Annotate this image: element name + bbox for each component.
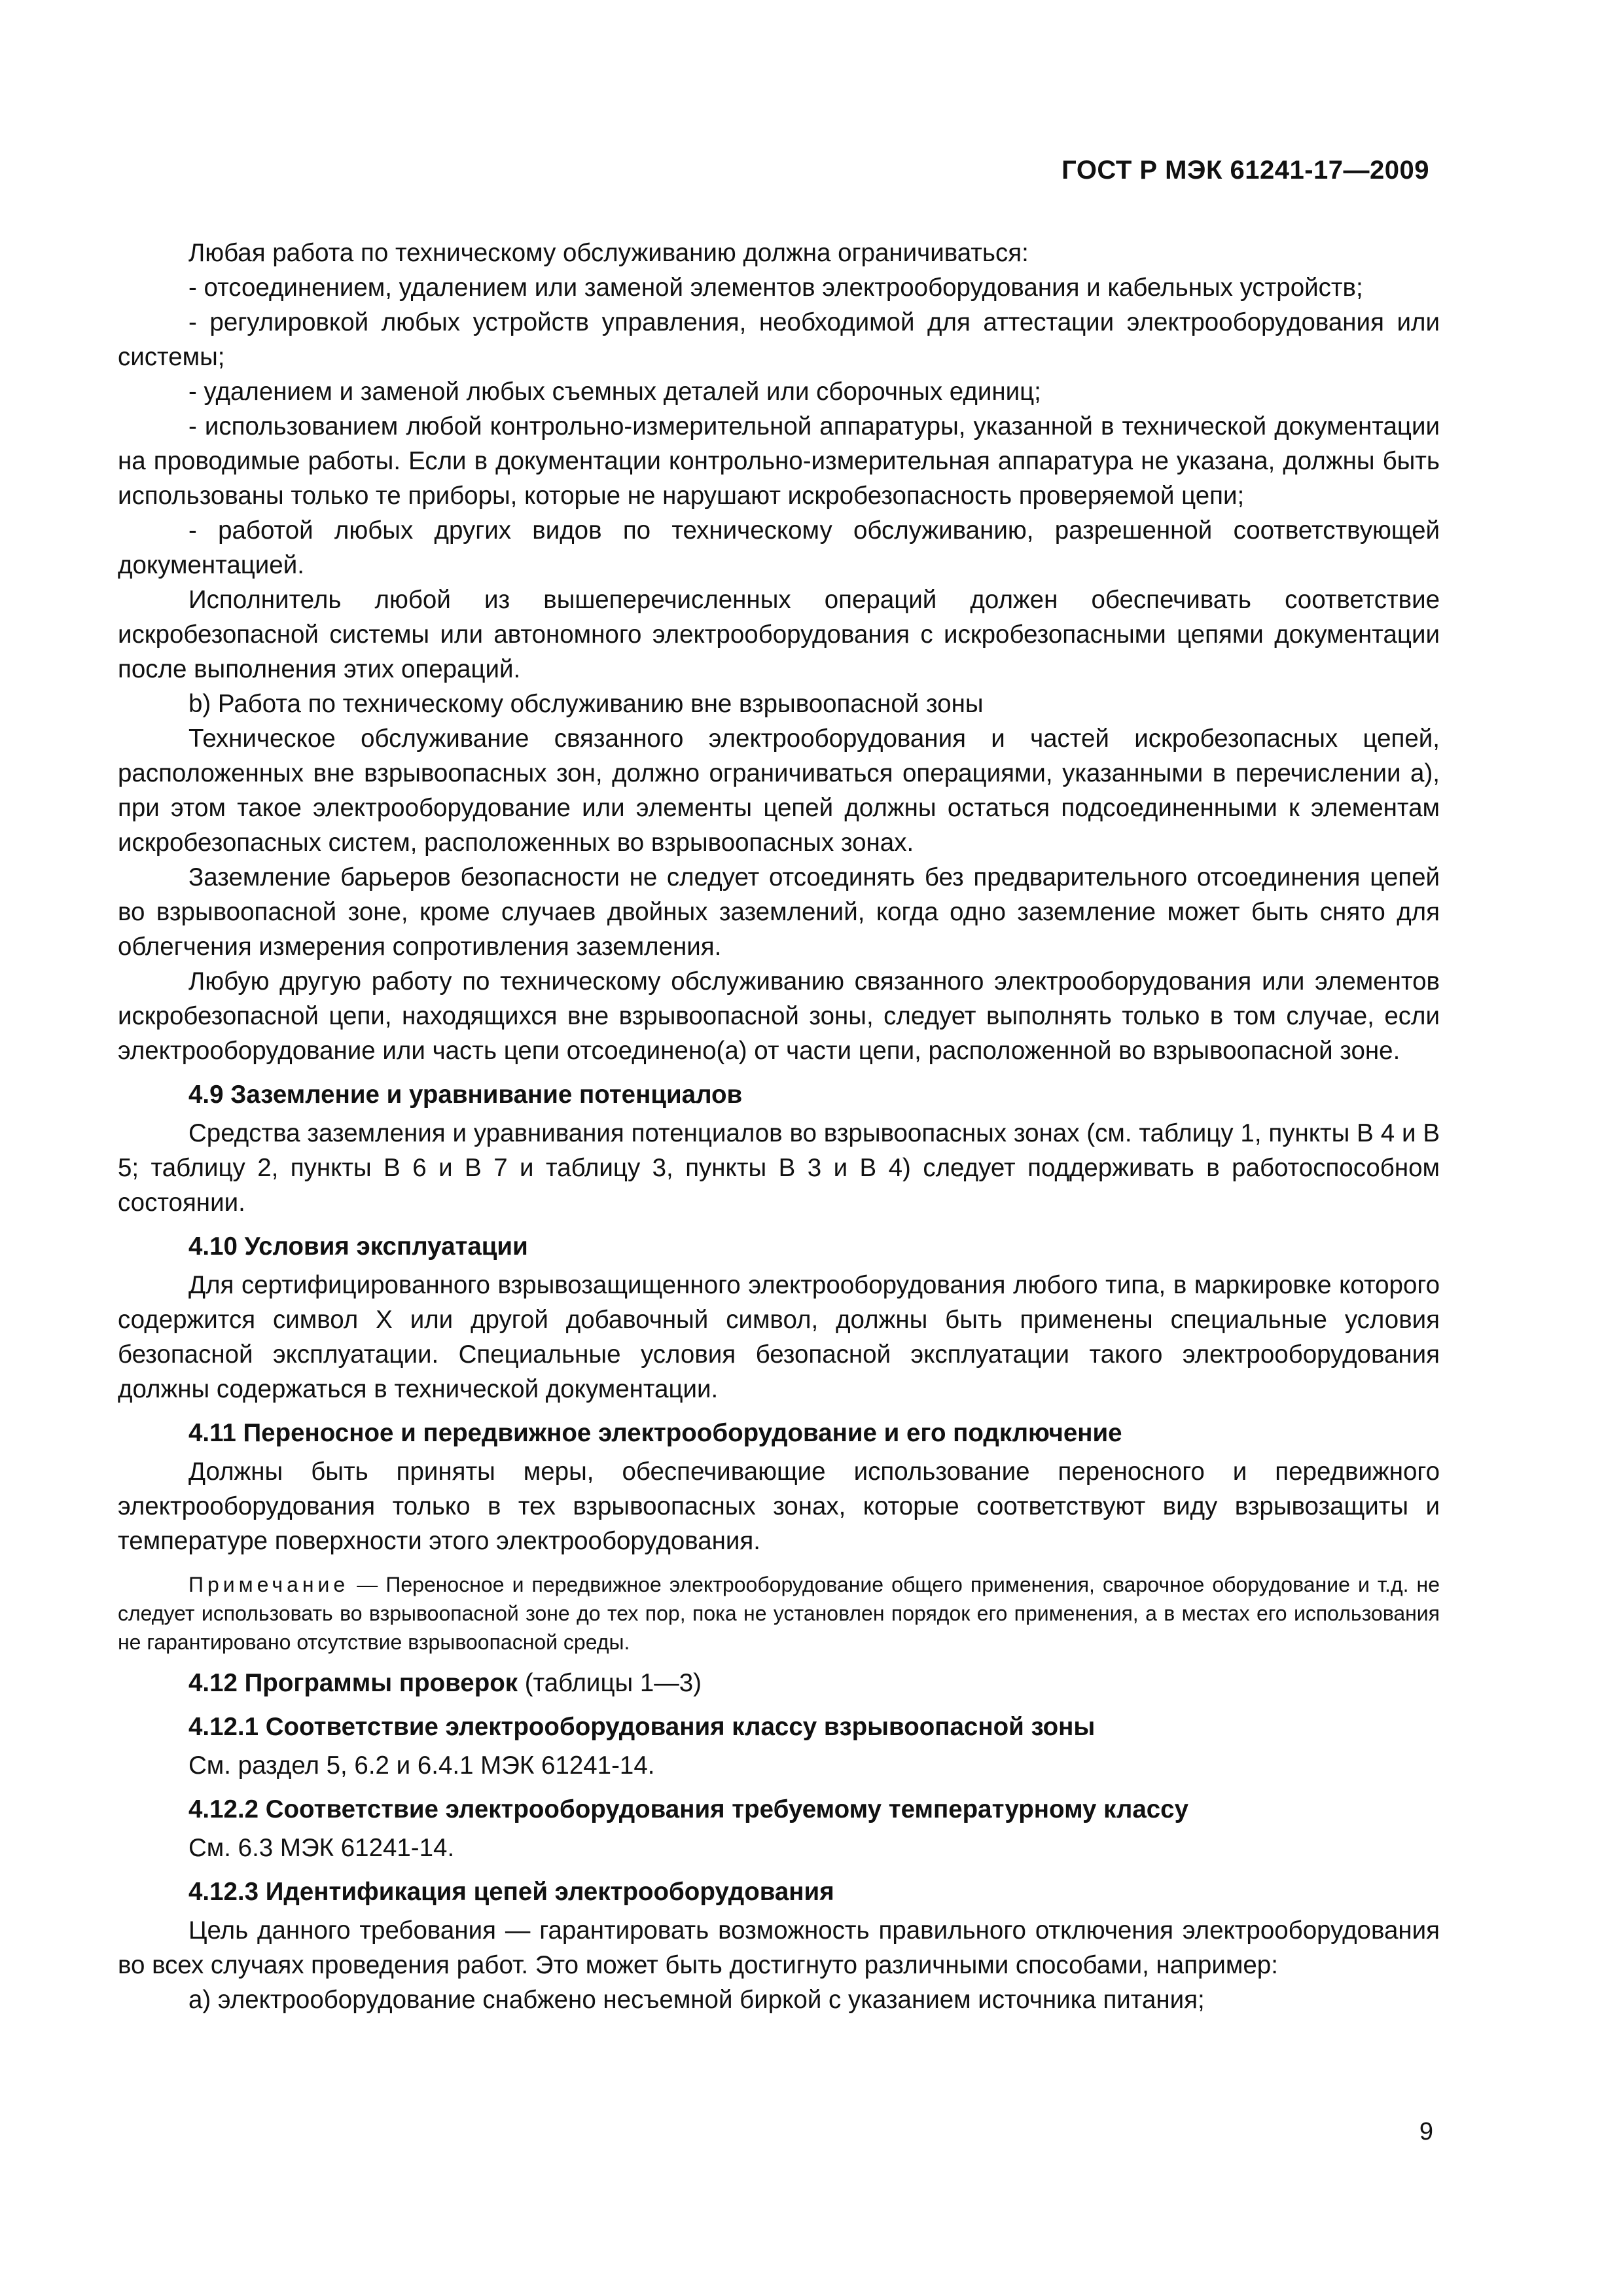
paragraph: Любую другую работу по техническому обслуживанию связанного электрооборудования или элементов искробезопасной цепи, находящихся вне взрывоопасной зоны, следует выполнять только в том случае, если электрооборудование или часть цепи отсоединено(а) от части цепи, расположенной во взрывоопасной зоне. bbox=[118, 967, 1440, 1065]
section-heading-4-9: 4.9 Заземление и уравнивание потенциалов bbox=[188, 1081, 743, 1109]
note-text: — Переносное и передвижное электрооборудование общего применения, сварочное оборудование и т.д. не следует использовать во взрывоопасной зоне до тех пор, пока не установлен порядок его применения, а в местах его использования не гарантировано отсутствие взрывоопасной среды. bbox=[118, 1573, 1440, 1654]
section-heading-4-12-title: 4.12 Программы проверок bbox=[188, 1669, 518, 1697]
page-body bbox=[118, 236, 1440, 2017]
section-heading-4-12 bbox=[118, 1666, 1440, 1700]
list-item: - отсоединением, удалением или заменой элементов электрооборудования и кабельных устройств; bbox=[188, 274, 1363, 302]
paragraph: Любая работа по техническому обслуживанию должна ограничиваться: bbox=[188, 239, 1029, 267]
paragraph: Должны быть приняты меры, обеспечивающие использование переносного и передвижного электрооборудования только в тех взрывоопасных зонах, которые соответствуют виду взрывозащиты и температуре поверхности этого электрооборудования. bbox=[118, 1458, 1440, 1555]
paragraph: См. раздел 5, 6.2 и 6.4.1 МЭК 61241-14. bbox=[188, 1751, 655, 1780]
page-number: 9 bbox=[1419, 2118, 1433, 2145]
list-item: - работой любых других видов по техническому обслуживанию, разрешенной соответствующей документацией. bbox=[118, 516, 1440, 579]
section-heading-4-12-1: 4.12.1 Соответствие электрооборудования классу взрывоопасной зоны bbox=[188, 1713, 1096, 1741]
list-item: - удалением и заменой любых съемных деталей или сборочных единиц; bbox=[188, 378, 1041, 406]
list-item: - использованием любой контрольно-измерительной аппаратуры, указанной в технической документации на проводимые работы. Если в документации контрольно-измерительная аппаратура не указана, должны быть использованы только те приборы, которые не нарушают искробезопасность проверяемой цепи; bbox=[118, 412, 1440, 510]
note-label: Примечание bbox=[188, 1573, 349, 1596]
paragraph: Для сертифицированного взрывозащищенного электрооборудования любого типа, в маркировке которого содержится символ X или другой добавочный символ, должны быть применены специальные условия безопасной эксплуатации. Специальные условия безопасной эксплуатации такого электрооборудования должны содержаться в технической документации. bbox=[118, 1271, 1440, 1403]
paragraph: Техническое обслуживание связанного электрооборудования и частей искробезопасных цепей, расположенных вне взрывоопасных зон, должно ограничиваться операциями, указанными в перечислении а), при этом такое электрооборудование или элементы цепей должны остаться подсоединенными к элементам искробезопасных систем, расположенных во взрывоопасных зонах. bbox=[118, 725, 1440, 857]
section-heading-4-12-2: 4.12.2 Соответствие электрооборудования требуемому температурному классу bbox=[188, 1795, 1188, 1823]
paragraph: См. 6.3 МЭК 61241-14. bbox=[188, 1834, 455, 1862]
subsection-label: b) Работа по техническому обслуживанию вне взрывоопасной зоны bbox=[188, 690, 984, 718]
list-item: а) электрооборудование снабжено несъемной биркой с указанием источника питания; bbox=[188, 1986, 1205, 2014]
paragraph: Исполнитель любой из вышеперечисленных операций должен обеспечивать соответствие искробезопасной системы или автономного электрооборудования с искробезопасными цепями документации после выполнения этих операций. bbox=[118, 586, 1440, 683]
section-heading-4-10: 4.10 Условия эксплуатации bbox=[188, 1232, 528, 1261]
paragraph: Цель данного требования — гарантировать возможность правильного отключения электрооборудования во всех случаях проведения работ. Это может быть достигнуто различными способами, например: bbox=[118, 1916, 1440, 1979]
section-heading-4-12-suffix: (таблицы 1—3) bbox=[518, 1669, 702, 1697]
note bbox=[118, 1570, 1440, 1657]
section-heading-4-12-3: 4.12.3 Идентификация цепей электрооборудования bbox=[188, 1878, 834, 1906]
document-header: ГОСТ Р МЭК 61241-17—2009 bbox=[1061, 156, 1429, 185]
paragraph: Заземление барьеров безопасности не следует отсоединять без предварительного отсоединения цепей во взрывоопасной зоне, кроме случаев двойных заземлений, когда одно заземление может быть снято для облегчения измерения сопротивления заземления. bbox=[118, 863, 1440, 961]
section-heading-4-11: 4.11 Переносное и передвижное электрооборудование и его подключение bbox=[188, 1419, 1122, 1447]
paragraph: Средства заземления и уравнивания потенциалов во взрывоопасных зонах (см. таблицу 1, пункты В 4 и В 5; таблицу 2, пункты В 6 и В 7 и таблицу 3, пункты В 3 и В 4) следует поддерживать в работоспособном состоянии. bbox=[118, 1119, 1440, 1217]
list-item: - регулировкой любых устройств управления, необходимой для аттестации электрооборудования или системы; bbox=[118, 308, 1440, 371]
